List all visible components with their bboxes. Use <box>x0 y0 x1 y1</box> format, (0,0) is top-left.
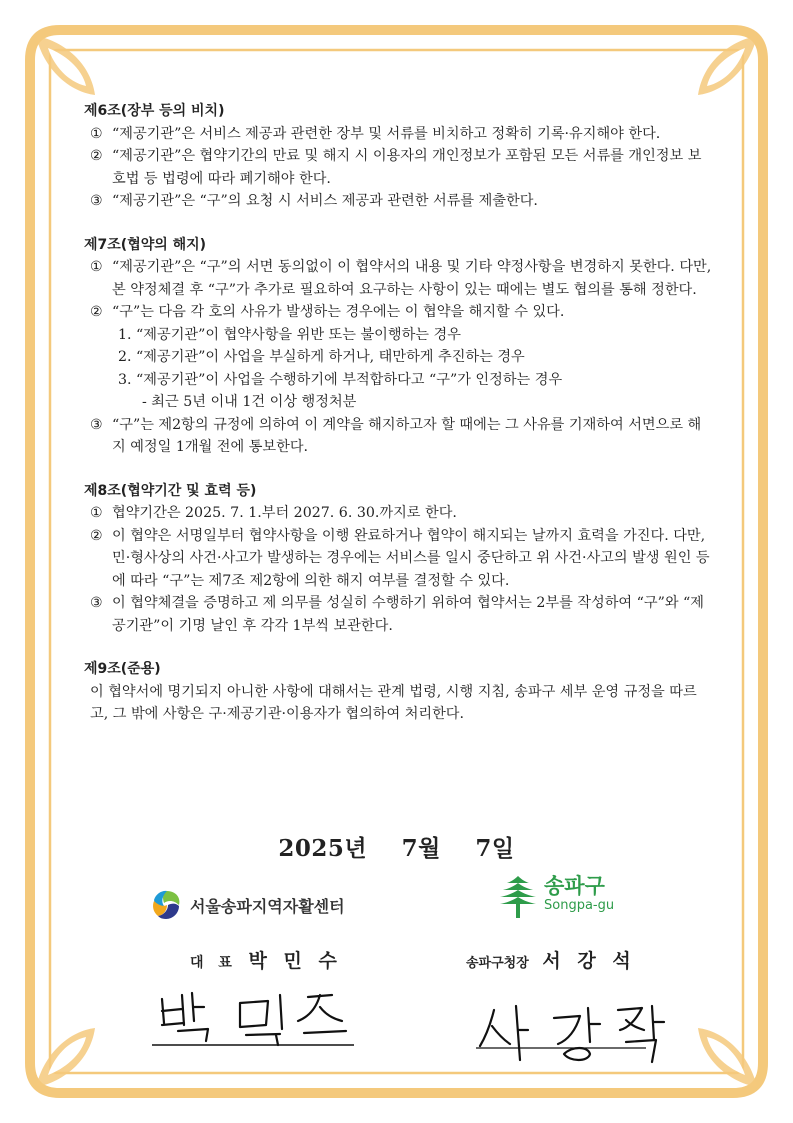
subitem: 3. “제공기관”이 사업을 수행하기에 부적합하다고 “구”가 인정하는 경우 <box>118 371 563 388</box>
representative-name: 서 강 석 <box>542 950 636 972</box>
clause <box>84 592 714 637</box>
clause-number: ① <box>90 259 103 275</box>
left-signature <box>148 985 358 1050</box>
songpa-gu-name: 송파구 <box>544 874 605 898</box>
article-title: 제7조(협약의 해지) <box>84 236 207 253</box>
songpa-gu-name-en: Songpa-gu <box>544 898 615 913</box>
center-logo-icon <box>150 888 184 922</box>
left-representative <box>190 946 342 973</box>
article-6 <box>84 100 714 213</box>
clause-text: “제공기관”은 서비스 제공과 관련한 장부 및 서류를 비치하고 정확히 기록·유지해야 한다. <box>112 125 661 142</box>
clause-text: “구”는 제2항의 규정에 의하여 이 계약을 해지하고자 할 때에는 그 사유를 기재하여 서면으로 해지 예정일 1개월 전에 통보한다. <box>112 416 702 455</box>
signing-date: 2025년 7월 7일 <box>278 835 515 862</box>
subitem-detail: - 최근 5년 이내 1건 이상 행정처분 <box>142 394 357 410</box>
songpa-gu-logo <box>498 874 614 920</box>
clause <box>84 190 714 213</box>
clause-text: 이 협약은 서명일부터 협약사항을 이행 완료하거나 협약이 해지되는 날까지 효력을 가진다. 다만, 민·형사상의 사건·사고가 발생하는 경우에는 서비스를 일시 중단하고 위 사건·사고의 발생 원인 등에 따라 “구”는 제7조 제2항에 의한 해지 여부를 결정할 수 있다. <box>112 527 710 589</box>
article-title: 제8조(협약기간 및 효력 등) <box>84 482 257 499</box>
clause-number: ② <box>90 148 103 164</box>
clause-text: “제공기관”은 “구”의 서면 동의없이 이 협약서의 내용 및 기타 약정사항을 변경하지 못한다. 다만, 본 약정체결 후 “구”가 추가로 필요하여 요구하는 사항이 있는 때에는 별도 협의를 통해 정한다. <box>112 259 712 298</box>
article-body: 이 협약서에 명기되지 아니한 사항에 대해서는 관계 법령, 시행 지침, 송파구 세부 운영 규정을 따르고, 그 밖에 사항은 구·제공기관·이용자가 협의하여 처리한다. <box>90 683 697 722</box>
center-name: 서울송파지역자활센터 <box>190 896 345 916</box>
clause <box>84 414 714 459</box>
clause-number: ③ <box>90 595 103 611</box>
clause-number: ③ <box>90 416 103 433</box>
clause <box>84 145 714 190</box>
clause-text: “제공기관”은 협약기간의 만료 및 해지 시 이용자의 개인정보가 포함된 모든 서류를 개인정보 보호법 등 법령에 따라 폐기해야 한다. <box>112 148 702 187</box>
clause-text: “구”는 다음 각 호의 사유가 발생하는 경우에는 이 협약을 해지할 수 있다. <box>112 304 565 320</box>
article-title: 제6조(장부 등의 비치) <box>84 103 225 119</box>
article-7 <box>84 234 714 459</box>
document-body <box>84 100 714 747</box>
subitem: 1. “제공기관”이 협약사항을 위반 또는 불이행하는 경우 <box>118 326 461 343</box>
clause-text: “제공기관”은 “구”의 요청 시 서비스 제공과 관련한 서류를 제출한다. <box>112 193 538 209</box>
right-representative <box>466 946 636 973</box>
clause <box>84 502 714 525</box>
representative-role: 대 표 <box>190 955 237 971</box>
clause-number: ② <box>90 304 103 320</box>
clause-number: ③ <box>90 193 103 209</box>
representative-role: 송파구청장 <box>466 956 529 971</box>
clause <box>84 301 714 324</box>
clause-number: ① <box>90 505 103 521</box>
article-9 <box>84 658 714 726</box>
article-8 <box>84 480 714 638</box>
article-title: 제9조(준용) <box>84 661 161 677</box>
subitem: 2. “제공기관”이 사업을 부실하게 하거나, 태만하게 추진하는 경우 <box>118 349 525 365</box>
tree-icon <box>498 874 538 920</box>
clause <box>84 123 714 146</box>
clause-number: ① <box>90 125 103 142</box>
representative-name: 박 민 수 <box>248 950 342 972</box>
clause-text: 협약기간은 2025. 7. 1.부터 2027. 6. 30.까지로 한다. <box>112 505 457 521</box>
clause <box>84 525 714 593</box>
clause-number: ② <box>90 527 103 544</box>
clause <box>84 256 714 301</box>
self-sufficiency-center-logo <box>150 888 345 922</box>
clause-text: 이 협약체결을 증명하고 제 의무를 성실히 수행하기 위하여 협약서는 2부를 작성하여 “구”와 “제공기관”이 기명 날인 후 각각 1부씩 보관한다. <box>112 595 704 634</box>
right-signature <box>476 1000 676 1070</box>
